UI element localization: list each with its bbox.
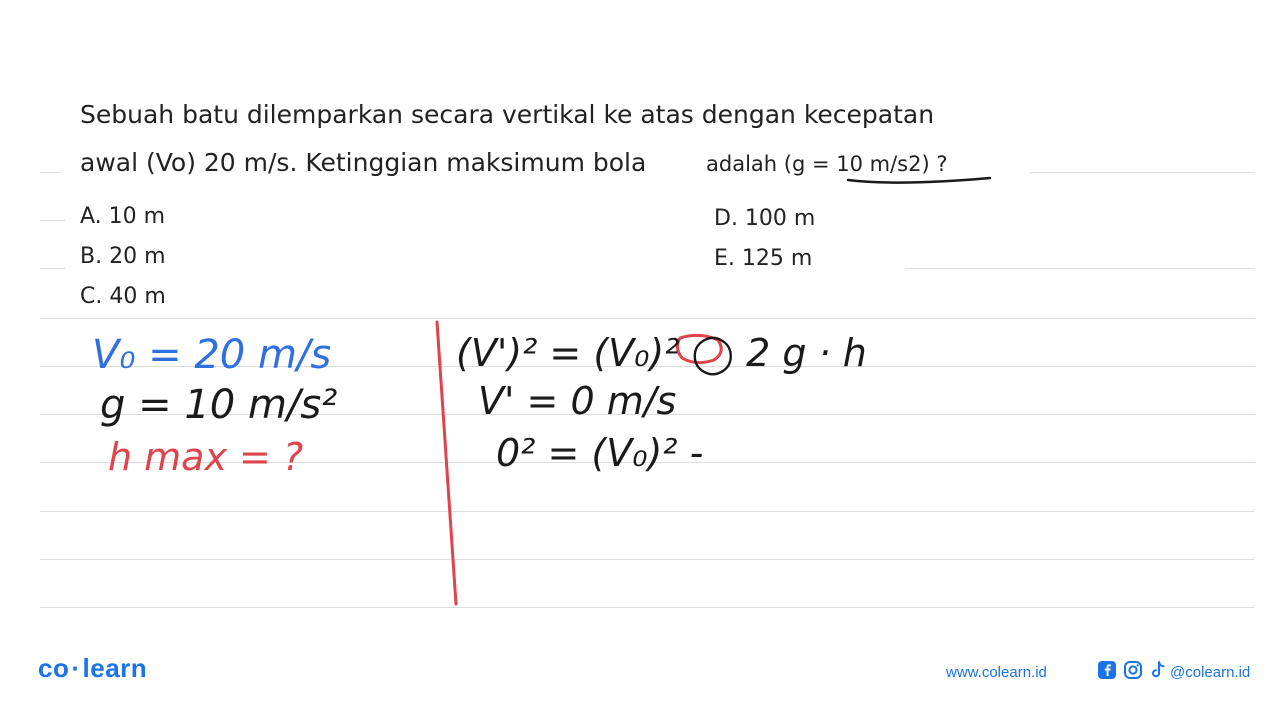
equation-1: (V')² = (V₀)² ◯ 2 g · h [456,331,867,375]
instagram-icon[interactable] [1123,660,1143,680]
logo-dot: · [71,653,81,683]
equation-2: V' = 0 m/s [478,379,677,423]
divider-stroke [437,322,456,604]
question-line-1: Sebuah batu dilemparkan secara vertikal ke atas dengan kecepatan [80,100,935,129]
logo-left: co [38,653,70,683]
given-v0: V₀ = 20 m/s [92,332,332,378]
option-a: A. 10 m [80,204,166,229]
question-line-2-end: adalah (g = 10 m/s2) ? [706,152,948,176]
website-link[interactable]: www.colearn.id [946,664,1047,681]
question-line-2: awal (Vo) 20 m/s. Ketinggian maksimum bola [80,148,647,177]
option-d: D. 100 m [714,206,816,231]
underline-stroke [848,178,990,183]
option-b: B. 20 m [80,244,166,269]
option-e: E. 125 m [714,246,813,271]
given-g: g = 10 m/s² [100,382,338,428]
facebook-icon[interactable] [1097,660,1117,680]
tiktok-icon[interactable] [1148,660,1168,680]
social-handle[interactable]: @colearn.id [1170,664,1251,681]
colearn-logo [38,653,147,684]
equation-3: 0² = (V₀)² - [496,431,704,475]
logo-right: learn [82,653,148,683]
option-c: C. 40 m [80,284,166,309]
unknown-hmax: h max = ? [108,435,304,479]
